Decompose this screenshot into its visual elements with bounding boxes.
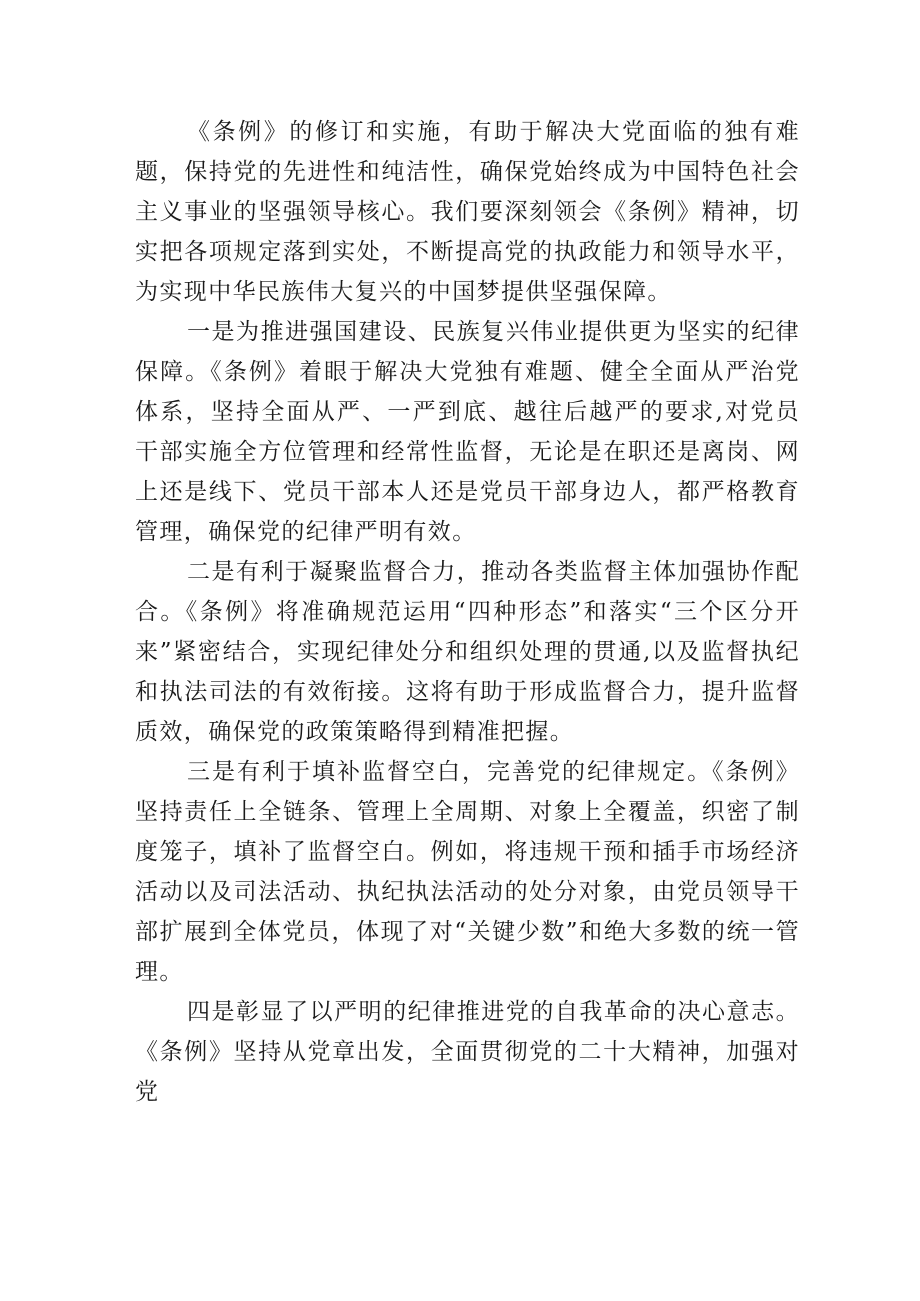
paragraph-intro: 《条例》的修订和实施，有助于解决大党面临的独有难题，保持党的先进性和纯洁性，确保党始终成为中国特色社会主义事业的坚强领导核心。我们要深刻领会《条例》精神，切实把各项规定落到实处，不断提高党的执政能力和领导水平，为实现中华民族伟大复兴的中国梦提供坚强保障。 [135,119,800,305]
document-body [135,112,800,1112]
paragraph-point-two: 二是有利于凝聚监督合力，推动各类监督主体加强协作配合。《条例》将准确规范运用“四种形态”和落实“三个区分开来”紧密结合，实现纪律处分和组织处理的贯通,以及监督执纪和执法司法的有效衔接。这将有助于形成监督合力，提升监督质效，确保党的政策策略得到精准把握。 [135,559,800,745]
paragraph-point-one: 一是为推进强国建设、民族复兴伟业提供更为坚实的纪律保障。《条例》着眼于解决大党独有难题、健全全面从严治党体系，坚持全面从严、一严到底、越往后越严的要求,对党员干部实施全方位管理和经常性监督，无论是在职还是离岗、网上还是线下、党员干部本人还是党员干部身边人，都严格教育管理，确保党的纪律严明有效。 [135,319,800,545]
paragraph-point-four: 四是彰显了以严明的纪律推进党的自我革命的决心意志。《条例》坚持从党章出发，全面贯彻党的二十大精神，加强对党 [135,999,800,1105]
paragraph-point-three: 三是有利于填补监督空白，完善党的纪律规定。《条例》坚持责任上全链条、管理上全周期、对象上全覆盖，织密了制度笼子，填补了监督空白。例如，将违规干预和插手市场经济活动以及司法活动、执纪执法活动的处分对象，由党员领导干部扩展到全体党员，体现了对“关键少数”和绝大多数的统一管理。 [135,759,800,985]
